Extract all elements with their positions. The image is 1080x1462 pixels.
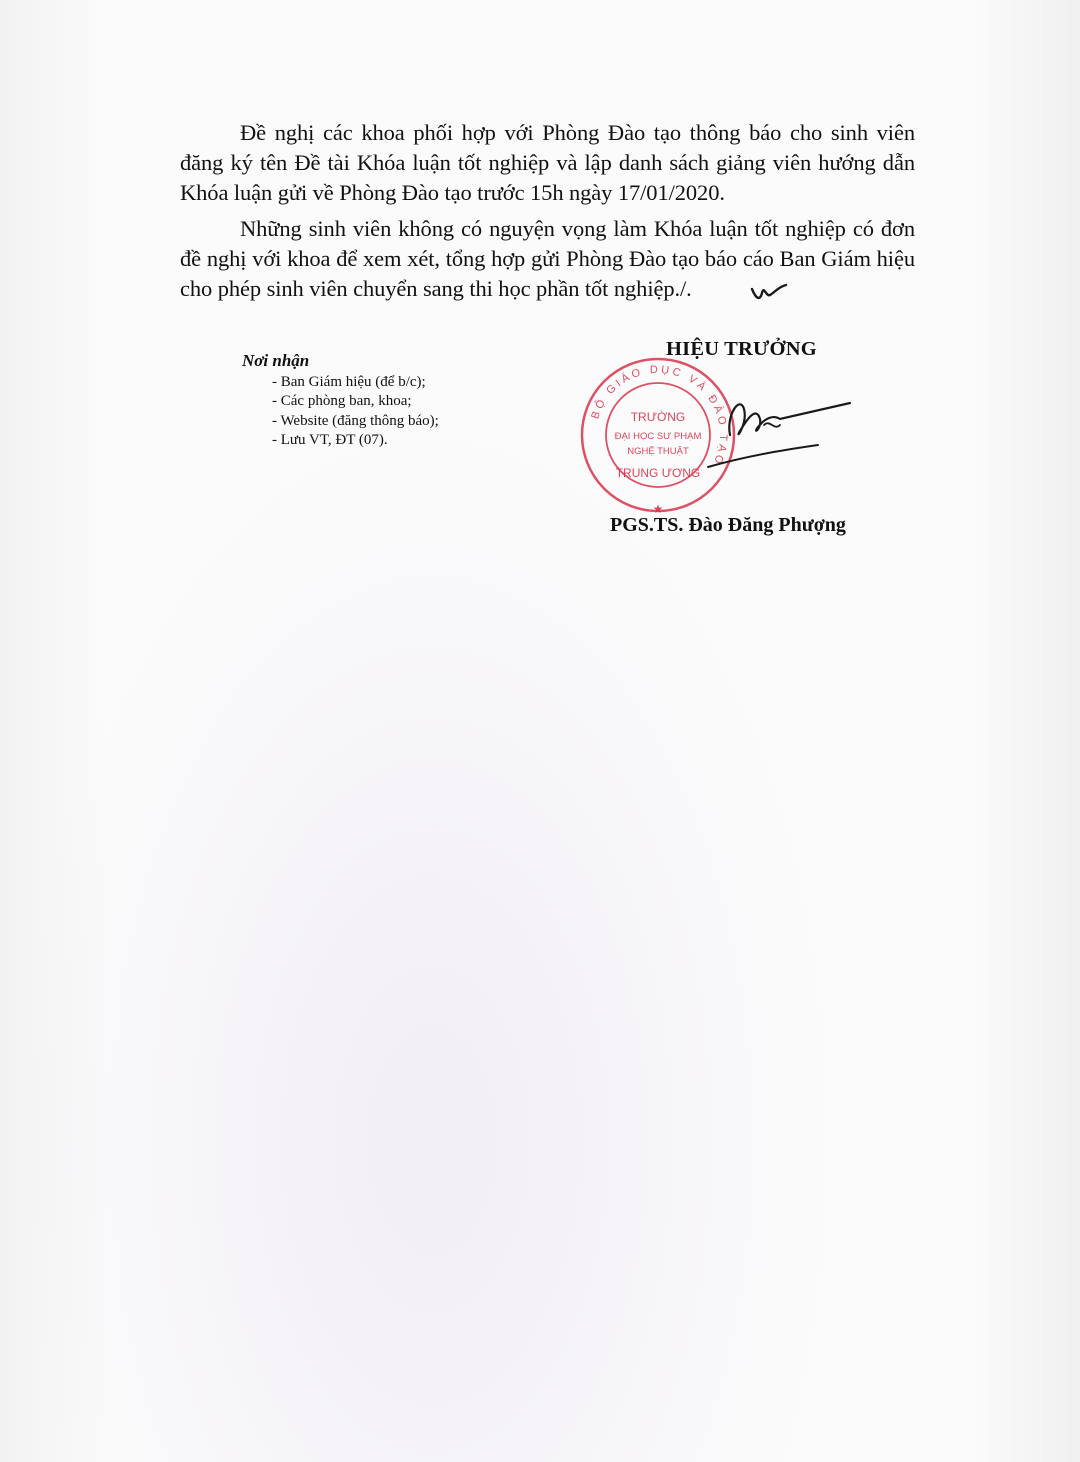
- recipients-block: [242, 351, 542, 451]
- list-item: - Lưu VT, ĐT (07).: [272, 432, 388, 448]
- svg-text:BỘ GIÁO DỤC VÀ ĐÀO TẠO: BỘ GIÁO DỤC VÀ ĐÀO TẠO: [589, 363, 730, 469]
- list-item: - Các phòng ban, khoa;: [272, 393, 412, 409]
- document-body: [180, 118, 915, 310]
- signer-title: HIỆU TRƯỞNG: [666, 338, 817, 360]
- signer-name: PGS.TS. Đào Đăng Phượng: [610, 514, 846, 536]
- svg-text:ĐẠI HỌC SƯ PHẠM: ĐẠI HỌC SƯ PHẠM: [614, 431, 702, 442]
- recipients-heading: Nơi nhận: [242, 351, 310, 370]
- recipients-list: [242, 373, 542, 451]
- list-item: - Ban Giám hiệu (để b/c);: [272, 373, 426, 390]
- svg-text:★: ★: [652, 502, 664, 515]
- svg-text:TRƯỜNG: TRƯỜNG: [630, 410, 686, 424]
- paragraph-no-thesis: Những sinh viên không có nguyện vọng làm Khóa luận tốt nghiệp có đơn đề nghị với khoa để xem xét, tổng hợp gửi Phòng Đào tạo báo cáo Ban Giám hiệu cho phép sinh viên chuyển sang thi học phần tốt nghiệp./.: [180, 216, 915, 301]
- handwritten-mark-icon: [748, 275, 788, 305]
- handwritten-signature-icon: [700, 375, 860, 475]
- paragraph-coordination: Đề nghị các khoa phối hợp với Phòng Đào tạo thông báo cho sinh viên đăng ký tên Đề tài Khóa luận tốt nghiệp và lập danh sách giảng viên hướng dẫn Khóa luận gửi về Phòng Đào tạo trước 15h ngày 17/01/2020.: [180, 120, 915, 205]
- list-item: - Website (đăng thông báo);: [272, 412, 439, 429]
- svg-text:NGHỆ THUẬT: NGHỆ THUẬT: [627, 446, 689, 457]
- svg-text:TRUNG ƯƠNG: TRUNG ƯƠNG: [615, 466, 701, 480]
